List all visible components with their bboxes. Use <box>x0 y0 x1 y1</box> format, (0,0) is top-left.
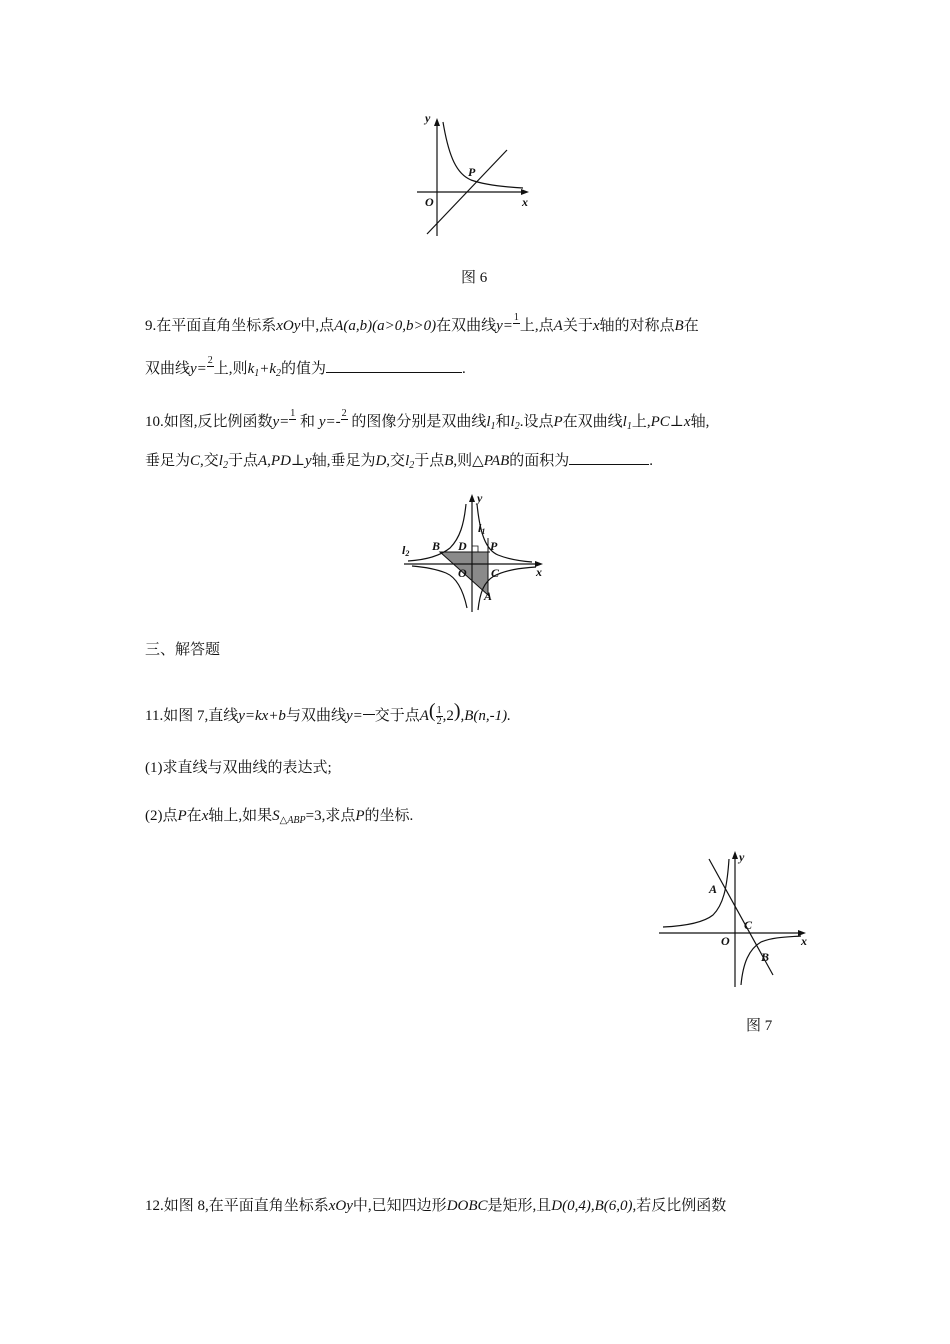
q10-eq2: y=- <box>318 414 341 430</box>
q9-text: 上,则 <box>213 361 248 377</box>
fig6-label-o: O <box>425 195 434 209</box>
q10-var: x <box>683 414 691 430</box>
q10-var: D <box>375 453 387 469</box>
q11-part1: (1)求直线与双曲线的表达式; <box>145 760 332 776</box>
q12-text: 中,已知四边形 <box>352 1198 447 1214</box>
q10-y-arrow <box>469 494 475 502</box>
q10-fig-label-d: D <box>458 539 467 553</box>
q11-var: P <box>355 808 365 824</box>
q10-eq1: y= <box>272 414 290 430</box>
q9-text: 在平面直角坐标系 <box>156 318 277 334</box>
q10-text: ,交 <box>200 453 219 469</box>
q11-point-a-y: ,2 <box>442 708 454 724</box>
q9-text: 中,点 <box>300 318 335 334</box>
q9-line2 <box>145 355 466 384</box>
q12-line1 <box>145 1196 726 1216</box>
q9-sum: $k_1+k_2$ <box>247 361 282 379</box>
q10-var: A <box>257 453 268 469</box>
q10-l2: $l_2$ <box>218 453 228 471</box>
q10-fig-label-o: O <box>458 566 467 580</box>
q9-var: A <box>553 318 563 334</box>
q10-l2: $l_2$ <box>510 414 520 432</box>
q9-text: 在 <box>683 318 699 334</box>
q10-l2: $l_2$ <box>405 453 415 471</box>
figure-6 <box>405 108 545 243</box>
q11-paren-close: ) <box>453 700 461 722</box>
q11-text: 的坐标. <box>364 808 414 824</box>
q9-text: 双曲线 <box>145 361 191 377</box>
q11-text: 轴上,如果 <box>208 808 273 824</box>
q12-points: D(0,4),B(6,0) <box>551 1198 633 1214</box>
q10-frac2: 2 <box>341 408 347 420</box>
q10-answer-blank[interactable] <box>569 450 649 465</box>
fig6-caption: 图 6 <box>461 270 488 286</box>
q10-text: 上, <box>631 414 651 430</box>
q10-text: 于点 <box>414 453 445 469</box>
q12-text: 如图 8,在平面直角坐标系 <box>163 1198 329 1214</box>
q10-text: 轴, <box>690 414 710 430</box>
q11-number: 11. <box>145 708 164 724</box>
q12-number: 12. <box>145 1198 164 1214</box>
q11-frac: $\frac{1}{2}$ <box>436 705 442 728</box>
q10-text: 如图,反比例函数 <box>163 414 273 430</box>
q9-var: x <box>592 318 600 334</box>
q12-var: DOBC <box>446 1198 488 1214</box>
q10-fig-label-l1: l1 <box>478 521 486 536</box>
q11-part2 <box>145 806 413 831</box>
q10-fig-label-y: y <box>477 491 483 505</box>
fig7-label-o: O <box>721 934 730 948</box>
q11-hyp-bar <box>363 714 375 715</box>
q10-fig-label-p: P <box>490 539 498 553</box>
q11-text: =3,求点 <box>305 808 356 824</box>
fig7-label-c: C <box>744 918 753 932</box>
q9-eq2: y= <box>190 361 207 377</box>
q10-text: 和 <box>495 414 511 430</box>
q11-area: S <box>272 808 280 824</box>
q9-point-a: A(a,b)(a>0,b>0) <box>334 318 437 334</box>
fig6-label-y: y <box>425 111 431 125</box>
fig7-y-arrow <box>732 851 738 859</box>
q9-answer-blank[interactable] <box>326 358 462 373</box>
fig7-caption: 图 7 <box>746 1018 773 1034</box>
q9-number: 9. <box>145 318 157 334</box>
q10-line2 <box>145 450 653 476</box>
fig6-y-arrow <box>434 118 440 126</box>
q10-frac1: 1 <box>290 408 296 420</box>
q9-var: xOy <box>276 318 301 334</box>
fig7-label-x: x <box>801 934 807 948</box>
q10-fig-label-a: A <box>484 589 493 603</box>
q9-text: 在双曲线 <box>436 318 497 334</box>
q10-var: B <box>444 453 454 469</box>
q10-number: 10. <box>145 414 164 430</box>
q10-text: 垂足为 <box>145 453 191 469</box>
fig7-hyperbola-branch4 <box>741 936 801 985</box>
q10-var: C <box>190 453 201 469</box>
q9-frac1: 1 <box>513 312 519 324</box>
fig7-label-a: A <box>709 882 718 896</box>
figure-q10 <box>398 490 553 615</box>
q10-line1 <box>145 408 710 437</box>
q11-text: 与双曲线 <box>285 708 346 724</box>
q11-line1 <box>145 700 511 728</box>
q10-fig-label-c: C <box>491 566 500 580</box>
fig7-label-y: y <box>739 850 745 864</box>
q11-point-a: ( <box>428 700 436 722</box>
q10-text: .设点 <box>519 414 554 430</box>
q10-text: ,则△ <box>453 453 484 469</box>
q11-var: x <box>201 808 209 824</box>
q9-text: 上,点 <box>519 318 554 334</box>
q11-text: 如图 7,直线 <box>163 708 239 724</box>
section3-title: 三、解答题 <box>145 642 221 658</box>
q10-l1: $l_1$ <box>486 414 496 432</box>
q10-end: . <box>649 453 654 469</box>
q10-var: P <box>553 414 563 430</box>
q10-right-angle-mark <box>472 546 478 552</box>
q11-text: 交于点 <box>374 708 420 724</box>
q10-fig-label-l2: l2 <box>402 543 410 558</box>
q10-text: 的面积为 <box>509 453 570 469</box>
q10-var: PC <box>650 414 670 430</box>
q10-var: ,PD <box>267 453 291 469</box>
figure-7 <box>655 845 815 990</box>
q11-text: (2)点 <box>145 808 178 824</box>
q9-text: 的值为 <box>281 361 327 377</box>
q10-text: 的图像分别是双曲线 <box>351 414 487 430</box>
fig7-hyperbola-branch2 <box>663 859 729 927</box>
q11-area-sub: △ABP <box>279 815 306 826</box>
q10-l1: $l_1$ <box>622 414 632 432</box>
q12-var: xOy <box>328 1198 353 1214</box>
fig6-hyperbola <box>443 122 523 188</box>
q11-var: P <box>177 808 187 824</box>
q12-text: 是矩形,且 <box>487 1198 552 1214</box>
q10-text: ⊥ <box>669 414 684 430</box>
q11-text: 在 <box>186 808 202 824</box>
q11-var: A <box>419 708 429 724</box>
q10-var: y <box>305 453 312 469</box>
q10-text: ⊥ <box>290 453 306 469</box>
q9-eq1: y= <box>496 318 513 334</box>
q11-hyperbola: y= <box>345 708 363 724</box>
fig6-label-p: P <box>468 165 476 179</box>
q10-text: ,交 <box>386 453 406 469</box>
q11-line-eq: y=kx+b <box>238 708 286 724</box>
q10-text: 轴,垂足为 <box>311 453 376 469</box>
q9-text: 关于 <box>562 318 593 334</box>
q12-text: ,若反比例函数 <box>632 1198 727 1214</box>
q9-var: B <box>674 318 684 334</box>
q9-text: 轴的对称点 <box>599 318 675 334</box>
fig7-label-b: B <box>761 950 770 964</box>
fig6-label-x: x <box>522 195 528 209</box>
q10-var: PAB <box>483 453 510 469</box>
q9-line1 <box>145 312 699 336</box>
q10-text: 于点 <box>227 453 258 469</box>
q10-text: 在双曲线 <box>562 414 623 430</box>
q11-point-b: ,B(n,-1). <box>460 708 511 724</box>
q9-end: . <box>462 361 466 377</box>
q10-fig-label-b: B <box>432 539 441 553</box>
q9-frac2: 2 <box>207 355 213 367</box>
q10-text: 和 <box>300 414 316 430</box>
q10-fig-label-x: x <box>536 565 542 579</box>
